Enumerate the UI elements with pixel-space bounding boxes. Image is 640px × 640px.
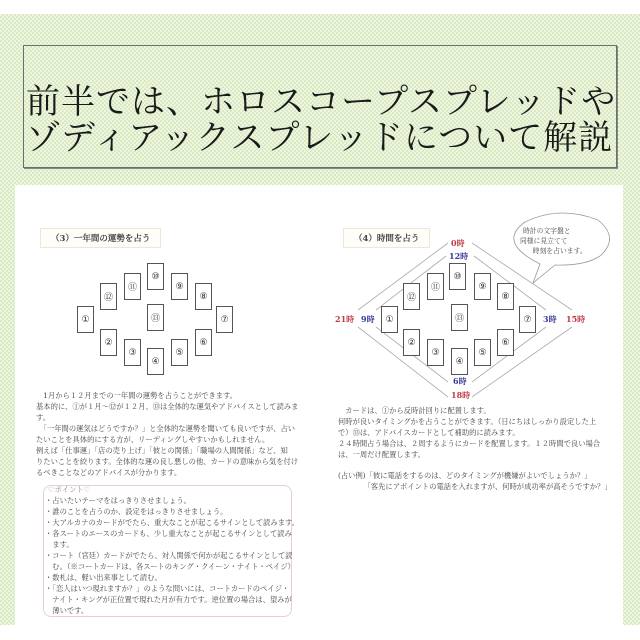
card-6: ⑥: [497, 329, 514, 356]
card-8: ⑧: [497, 283, 514, 310]
card-2: ②: [403, 329, 420, 356]
card-10: ⑩: [449, 263, 466, 290]
card-4: ④: [147, 348, 164, 375]
left-section-heading: （3）一年間の運勢を占う: [40, 228, 161, 248]
card-3: ③: [124, 339, 141, 366]
right-section-heading: （4）時間を占う: [343, 228, 430, 248]
card-1: ①: [381, 306, 398, 333]
card-9: ⑨: [171, 273, 188, 300]
point-line: ・数札は、軽い出来事として読む。: [45, 573, 162, 582]
bubble-line: 時計の文字盤と: [523, 227, 571, 235]
label-21-hour: 21時: [335, 314, 355, 324]
card-11: ⑪: [124, 273, 141, 300]
title-line-1: 前半では、ホロスコープスプレッドや: [26, 82, 617, 122]
point-line: ・誰のことを占うのか、設定をはっきりさせましょう。: [45, 507, 228, 516]
left-body-line: たいことを具体的にする方が、リーディングしやすいかもしれません。: [36, 435, 270, 444]
point-line: ます。: [45, 540, 74, 549]
right-body-line: 何時が良いタイミングかを占うことができます。（日にちはしっかり設定した上: [338, 417, 597, 426]
card-7: ⑦: [519, 306, 536, 333]
right-body-line: は、一周だけ配置します。: [338, 450, 425, 459]
right-body-line: 「客先にアポイントの電話を入れますが、何時が成功率が高そうですか？」: [338, 482, 612, 491]
label-15-hour: 15時: [566, 314, 586, 324]
card-2: ②: [100, 329, 117, 356]
point-line: む。（※コートカードは、各スートのキング・クイーン・ナイト・ペイジ）: [45, 562, 295, 571]
card-1: ①: [77, 306, 94, 333]
point-heading: ♡ポイント♡: [48, 485, 91, 494]
right-body-line: ２４時間占う場合は、２周するようにカードを配置します。１２時間で良い場合: [338, 439, 601, 448]
label-12-hour: 12時: [449, 251, 469, 261]
card-10: ⑩: [147, 263, 164, 290]
card-5: ⑤: [474, 339, 491, 366]
card-4: ④: [451, 348, 468, 375]
right-body-line: カードは、①から反時計回りに配置します。: [338, 406, 491, 415]
left-body-line: 基本的に、①が１月～⑫が１２月、⑬は全体的な運気やアドバイスとして読みま: [36, 402, 299, 411]
title-line-2: ゾディアックスプレッドについて解説: [26, 118, 614, 158]
card-3: ③: [427, 339, 444, 366]
card-12: ⑫: [403, 283, 420, 310]
label-18-hour: 18時: [451, 390, 471, 400]
left-body-line: す。: [36, 413, 51, 422]
card-5: ⑤: [171, 339, 188, 366]
left-body-line: りたいことを絞ります。全体的な運の良し悪しの他、カードの意味から気を付け: [36, 457, 299, 466]
point-line: ・占いたいテーマをはっきりさせましょう。: [45, 496, 191, 505]
point-line: ・大アルカナのカードがでたら、重大なことが起こるサインとして読みます。: [45, 518, 300, 527]
bubble-line: 同様に見立てて: [520, 237, 568, 245]
card-13: ⑬: [147, 304, 164, 331]
point-line: 薄いです。: [45, 606, 89, 615]
point-line: ナイト・キングが正位置で現れた月が有力です。逆位置の場合は、望みが: [45, 595, 292, 604]
right-body-line: (占い例)「彼に電話をするのは、どのタイミングが機嫌がよいでしょうか？」: [338, 471, 592, 480]
card-11: ⑪: [427, 273, 444, 300]
point-line: ・コート（宮廷）カードがでたら、対人関係で何かが起こるサインとして読: [45, 551, 293, 560]
card-8: ⑧: [195, 283, 212, 310]
card-13: ⑬: [451, 304, 468, 331]
label-0-hour: 0時: [451, 238, 465, 248]
card-12: ⑫: [100, 283, 117, 310]
card-7: ⑦: [216, 306, 233, 333]
bubble-line: 時刻を占います。: [526, 247, 587, 255]
left-body-line: るべきことなどのアドバイスが分かります。: [36, 468, 182, 477]
label-9-hour: 9時: [361, 314, 375, 324]
card-9: ⑨: [474, 273, 491, 300]
label-3-hour: 3時: [543, 314, 557, 324]
label-6-hour: 6時: [453, 376, 467, 386]
left-body-line: 1月から１２月までの一年間の運勢を占うことができます。: [36, 391, 238, 400]
point-line: ・各スートのエースのカードも、少し重大なことが起こるサインとして読み: [45, 529, 292, 538]
card-6: ⑥: [195, 329, 212, 356]
right-body-line: で）⑬は、アドバイスカードとして補助的に読みます。: [338, 428, 520, 437]
left-body-line: 「一年間の運気はどうですか？」と全体的な運勢を聞いても良いですが、占い: [36, 424, 296, 433]
left-body-line: 例えば「仕事運」「店の売り上げ」「彼との関係」「職場の人間関係」など、知: [36, 446, 288, 455]
point-line: ・「恋人はいつ現れますか？」のような問いには、コートカードのペイジ・: [45, 584, 290, 593]
